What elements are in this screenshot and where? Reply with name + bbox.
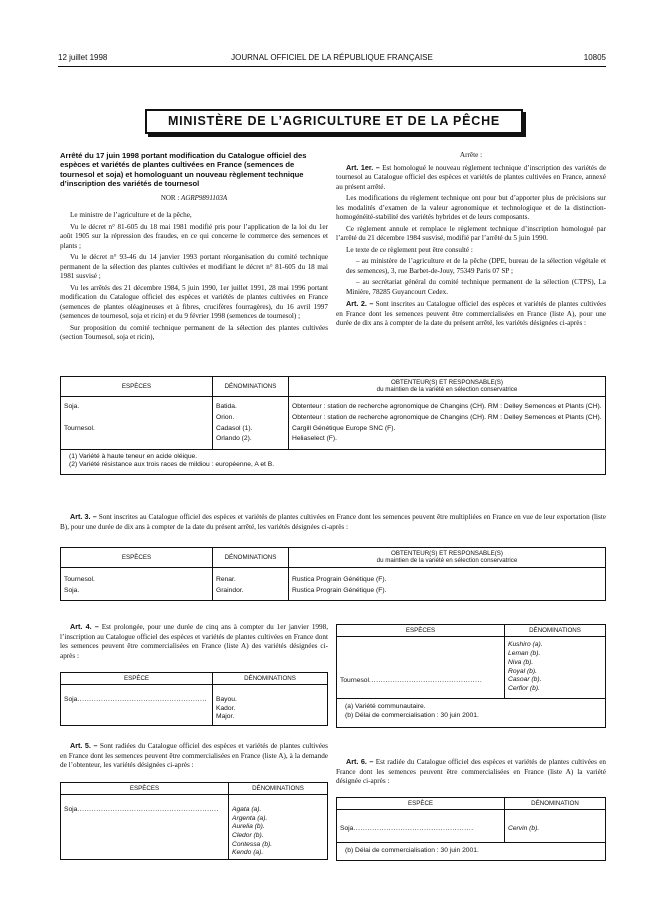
body-paragraph: Ce règlement annule et remplace le règlement technique d’inscription homologué par l’arrêté du 21 décembre 1984 susvisé, modifié par l’arrêté du 5 juin 1990. [336,224,606,242]
col-header-species: ESPÈCE [337,798,505,810]
col-header-species: ESPÈCES [61,377,213,397]
header-page-number: 10805 [583,53,606,62]
table-row: Tournesol. Cadasol (1). Cargill Génétique Europe SNC (F). [61,424,606,435]
col-header-names: DÉNOMINATIONS [213,377,289,397]
table-row: Soja. Batida. Obtenteur : station de recherche agronomique de Changins (CH). RM : Delley Semences et Plants (CH). [61,402,606,413]
article-4-text: Est prolongée, pour une durée de cinq ans à compter du 1er janvier 1998, l’inscription au Catalogue officiel des espèces et variétés de plantes cultivées en France dont les semences peuvent être commercialisées en France (liste A) des variétés désignées ci-après : [60,623,328,660]
table-row: Soja. Graindor. Rustica Prograin Génétique (F). [61,586,606,597]
table-article-5 [60,782,328,860]
article-5 [60,741,328,773]
arrete-heading: Arrête : [459,151,483,159]
ministry-heading: MINISTÈRE DE L’AGRICULTURE ET DE LA PÊCHE [145,109,523,134]
article-5-label: Art. 5. – [70,741,98,750]
header-rule [58,66,606,67]
table-row: Soja................................................... Cervin (b). [337,824,606,835]
table-row: Orlando (2). Heliaselect (F). [61,434,606,445]
col-header-species: ESPÈCES [61,548,213,568]
col-header-holders: OBTENTEUR(S) ET RESPONSABLE(S) du maintien de la variété en sélection conservatrice [289,377,606,397]
nor-reference [60,194,328,203]
consult-item: – au secrétariat général du comité technique permanent de la sélection (CTPS), La Minière, 78285 Guyancourt Cedex. [346,278,606,296]
table-article-6 [336,797,606,861]
col-header-names: DÉNOMINATIONS [229,783,328,795]
table-notes: (a) Variété communautaire. (b) Délai de commercialisation : 30 juin 2001. [337,699,606,727]
article-6-text: Est radiée du Catalogue officiel des espèces et variétés de plantes cultivées en France dont les semences peuvent être commercialisées en France (liste A) la variété désignée ci-après : [336,758,606,785]
right-column [336,151,606,331]
header-journal-title: JOURNAL OFFICIEL DE LA RÉPUBLIQUE FRANÇAISE [231,53,433,62]
table-notes: (b) Délai de commercialisation : 30 juin 2001. [337,843,606,861]
preamble-paragraph: Vu le décret n° 93-46 du 14 janvier 1993 portant réorganisation du comité technique permanent de la sélection des plantes cultivées et modifiant le décret n° 81-605 du 18 mai 1981 susvisé ; [60,253,328,281]
table-row: Tournesol. Renar. Rustica Prograin Génétique (F). [61,575,606,586]
nor-label: NOR : [160,193,180,202]
preamble-paragraph: Sur proposition du comité technique permanent de la sélection des plantes cultivées (section Tournesol, soja et ricin), [60,323,328,342]
col-header-species: ESPÈCES [337,625,505,637]
preamble-paragraph: Vu le décret n° 81-605 du 18 mai 1981 modifié pris pour l’application de la loi du 1er août 1905 sur la répression des fraudes, en ce qui concerne le commerce des semences et plants ; [60,222,328,250]
col-header-names: DÉNOMINATION [505,798,606,810]
article-6 [336,757,606,789]
body-paragraph: Les modifications du règlement technique ont pour but d’apporter plus de précisions sur les modalités d’examen de la valeur agronomique et technologique et de la distinction-homogénéité-stabilité des variétés hybrides et de leurs composants. [336,194,606,221]
article-1 [336,163,606,193]
page-header [58,53,606,65]
consult-item: – au ministère de l’agriculture et de la pêche (DPE, bureau de la sélection végétale et des semences), 3, rue Barbet-de-Jouy, 75349 Paris 07 SP ; [346,257,606,275]
table-row: Soja....................................................... Bayou. Kador. Major. [61,695,328,723]
decree-title: Arrêté du 17 juin 1998 portant modification du Catalogue officiel des espèces et variétés de plantes cultivées en France (semences de tournesol et soja) et homologuant un nouveau règlement technique d’inscription des variétés de tournesol [60,151,307,189]
table-row: Tournesol................................................ Kushiro (a). Leman (b). Niva (b). Royal (b). Casoar (b). Cerflor (b). [337,637,606,695]
header-date: 12 juillet 1998 [58,53,108,62]
article-4 [60,622,328,663]
article-5-text: Sont radiées du Catalogue officiel des espèces et variétés de plantes cultivées en France dont les semences peuvent être commercialisées en France (liste A), à la demande de l’obtenteur, les variétés désignées ci-après : [60,742,328,769]
article-2-text: Sont inscrites au Catalogue officiel des espèces et variétés de plantes cultivées en France dont les semences peuvent être commercialisées en France (liste A), pour une durée de dix ans à compter de la date du présent arrêté, les variétés désignées ci-après : [336,300,606,327]
article-3 [60,512,606,534]
article-2 [336,299,606,329]
table-article-4 [60,672,328,726]
left-column [60,151,328,345]
article-4-label: Art. 4. – [70,622,99,631]
article-1-label: Art. 1er. – [346,162,380,172]
table-article-3 [60,547,606,601]
table-notes: (1) Variété à haute teneur en acide oléique. (2) Variété résistance aux trois races de mildiou : européenne, A et B. [61,449,606,474]
col-header-species: ESPÈCES [61,783,229,795]
col-header-names: DÉNOMINATIONS [213,673,328,685]
article-3-text: Sont inscrites au Catalogue officiel des espèces et variétés de plantes cultivées en France dont les semences peuvent être multipliées en France en vue de leur exportation (liste B), pour une durée de dix ans à compter de la date du présent arrêté, les variétés désignées ci-après : [60,513,607,531]
col-header-names: DÉNOMINATIONS [213,548,289,568]
nor-value: AGRP9891103A [181,193,228,202]
article-1-text: Est homologué le nouveau règlement technique d’inscription des variétés de tournesol au Catalogue officiel des espèces et variétés de plantes cultivées en France, annexé au présent arrêté. [336,163,607,191]
col-header-holders: OBTENTEUR(S) ET RESPONSABLE(S) du maintien de la variété en sélection conservatrice [289,548,606,568]
table-article-4-continued [336,624,606,728]
table-row: Orion. Obtenteur : station de recherche agronomique de Changins (CH). RM : Delley Semences et Plants (CH). [61,413,606,424]
table-row: Soja............................................................ Agata (a). Argenta (a). Aurelia (b). Cledor (b). Contessa (b). Kendo (a). [61,805,328,860]
article-2-label: Art. 2. – [346,299,374,308]
col-header-names: DÉNOMINATIONS [505,625,606,637]
article-3-label: Art. 3. – [70,512,97,521]
article-6-label: Art. 6. – [346,757,374,766]
col-header-species: ESPÈCE [61,673,213,685]
preamble-paragraph: Vu les arrêtés des 21 décembre 1984, 5 juin 1990, 1er juillet 1991, 28 mai 1996 portant modification du Catalogue officiel des espèces et variétés de plantes cultivées en France (semences de plantes oléagineuses et à fibres, crucifères fourragères), du 16 avril 1997 (semences de tournesol, soja et ricin) et du 9 février 1998 (semences de tournesol) ; [60,283,328,321]
body-paragraph: Le texte de ce règlement peut être consulté : [346,245,473,254]
table-article-2 [60,376,606,475]
preamble-paragraph: Le ministre de l’agriculture et de la pêche, [70,211,192,220]
